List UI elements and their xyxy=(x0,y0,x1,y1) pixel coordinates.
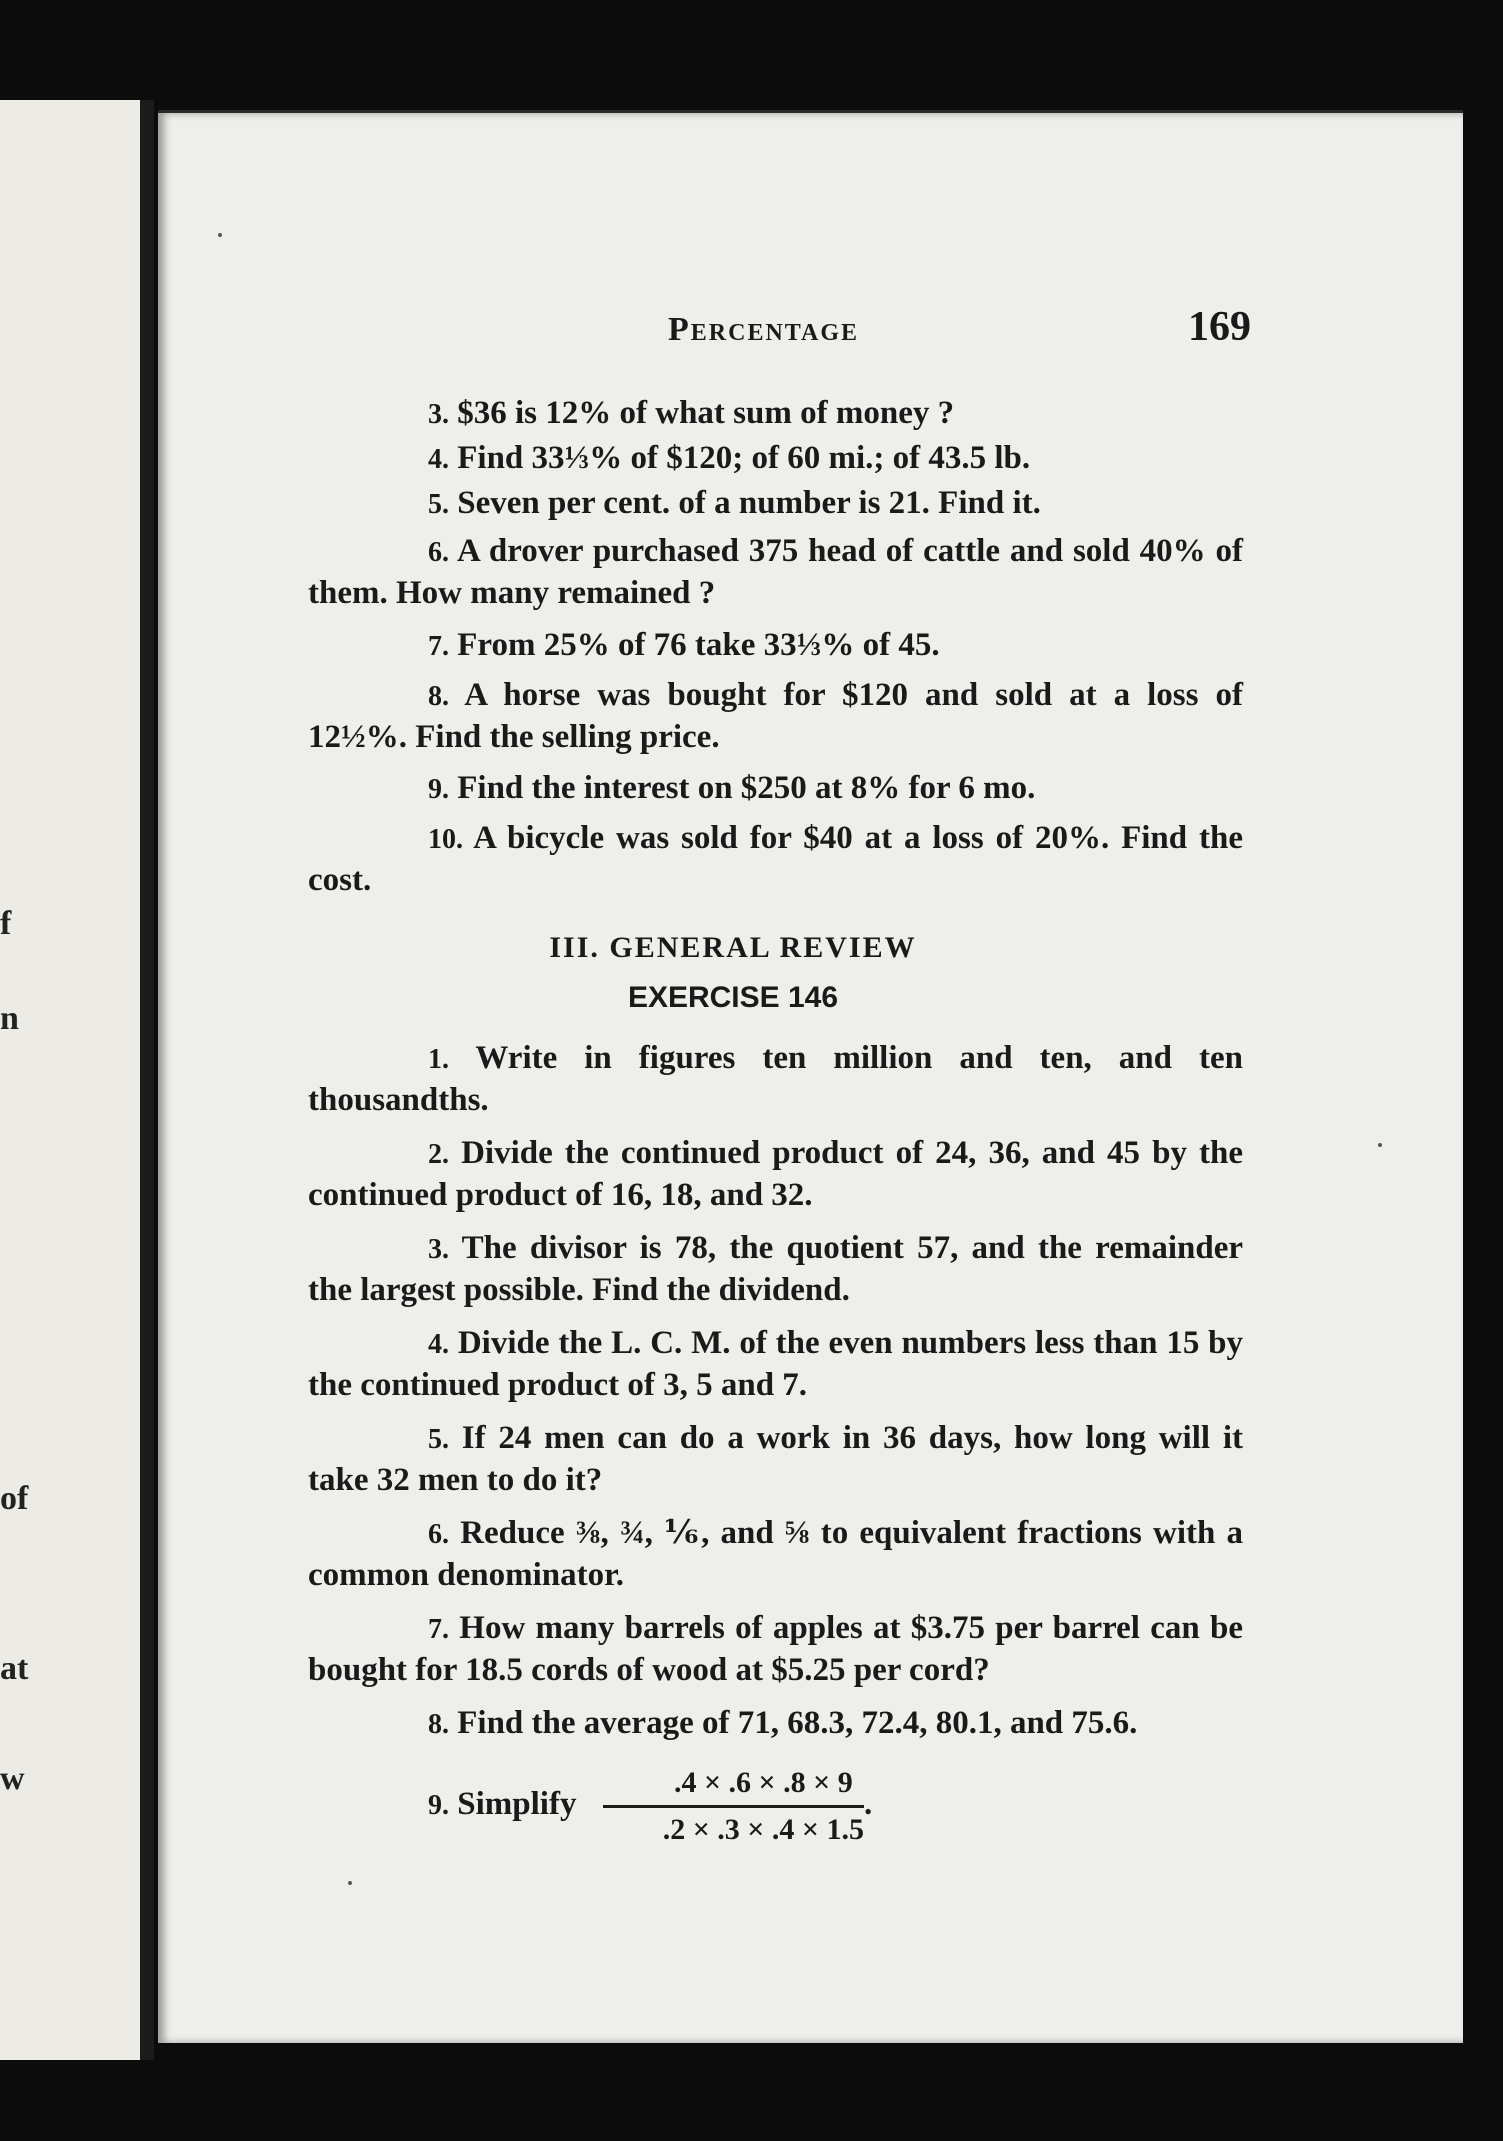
problem-item xyxy=(308,625,1243,667)
exercise-title: EXERCISE 146 xyxy=(627,981,839,1014)
problem-number: 6. xyxy=(428,537,449,568)
problem-item-simplify xyxy=(308,1763,1243,1850)
problem-number: 3. xyxy=(428,1234,449,1265)
problem-item xyxy=(308,818,1243,900)
problem-item xyxy=(308,1418,1243,1500)
fraction-expression xyxy=(603,1763,864,1850)
problem-text: The divisor is 78, the quotient 57, and the remainder the largest possible. Find the dividend. xyxy=(308,1230,1244,1308)
problem-item xyxy=(308,1228,1243,1310)
problem-text: A bicycle was sold for $40 at a loss of 20%. Find the cost. xyxy=(308,820,1244,898)
problem-text: Divide the L. C. M. of the even numbers less than 15 by the continued product of 3, 5 and 7. xyxy=(308,1325,1243,1403)
problem-number: 8. xyxy=(428,1709,449,1740)
problem-number: 4. xyxy=(428,1329,449,1360)
margin-fragment: w xyxy=(0,1760,25,1797)
problem-text: How many barrels of apples at $3.75 per barrel can be bought for 18.5 cords of wood at $5.25 per cord? xyxy=(308,1610,1244,1688)
problem-text: A horse was bought for $120 and sold at a loss of 12½%. Find the selling price. xyxy=(308,677,1243,755)
problem-number: 2. xyxy=(428,1139,449,1170)
problem-item xyxy=(308,1513,1243,1595)
margin-fragment: n xyxy=(0,1000,19,1037)
problem-text: Find 33⅓% of $120; of 60 mi.; of 43.5 lb. xyxy=(457,440,1031,476)
problem-item xyxy=(308,1703,1243,1745)
problem-text: If 24 men can do a work in 36 days, how long will it take 32 men to do it? xyxy=(308,1420,1243,1498)
problem-item xyxy=(308,483,1243,525)
problem-item xyxy=(308,393,1243,435)
problem-number: 4. xyxy=(428,444,449,475)
section-title: III. GENERAL REVIEW xyxy=(549,931,917,964)
problem-number: 6. xyxy=(428,1519,449,1550)
problem-text: $36 is 12% of what sum of money ? xyxy=(457,395,955,431)
scan-speck xyxy=(1378,1143,1382,1147)
problem-number: 9. xyxy=(428,774,449,805)
problem-item xyxy=(308,768,1243,810)
margin-fragment: f xyxy=(0,905,12,942)
problem-number: 5. xyxy=(428,489,449,520)
problem-number: 5. xyxy=(428,1424,449,1455)
problem-number: 3. xyxy=(428,399,449,430)
fraction-denominator: .2 × .3 × .4 × 1.5 xyxy=(662,1813,864,1846)
scan-speck xyxy=(218,233,222,237)
problem-item xyxy=(308,1323,1243,1405)
problem-label: Simplify xyxy=(457,1786,577,1823)
page-number: 169 xyxy=(1188,304,1251,350)
problem-item xyxy=(308,1038,1243,1120)
problem-number: 9. xyxy=(428,1790,449,1822)
problem-text: Find the average of 71, 68.3, 72.4, 80.1, and 75.6. xyxy=(457,1705,1138,1741)
trailing-period: . xyxy=(864,1786,873,1823)
problem-text: Find the interest on $250 at 8% for 6 mo. xyxy=(457,770,1036,806)
problem-text: Seven per cent. of a number is 21. Find it. xyxy=(457,485,1041,521)
margin-fragment: of xyxy=(0,1480,29,1517)
running-head: Percentage xyxy=(668,311,860,348)
problem-item xyxy=(308,438,1243,480)
book-page xyxy=(158,110,1463,2043)
problem-number: 10. xyxy=(428,824,463,855)
problem-item xyxy=(308,1608,1243,1690)
scan-speck xyxy=(348,1881,352,1885)
problem-number: 1. xyxy=(428,1044,449,1075)
problem-number: 7. xyxy=(428,631,449,662)
problem-text: Divide the continued product of 24, 36, and 45 by the continued product of 16, 18, and 32. xyxy=(308,1135,1243,1213)
problem-text: A drover purchased 375 head of cattle and sold 40% of them. How many remained ? xyxy=(308,533,1243,611)
problem-text: From 25% of 76 take 33⅓% of 45. xyxy=(457,627,940,663)
margin-fragment: at xyxy=(0,1650,29,1687)
problem-item xyxy=(308,531,1243,613)
problem-text: Write in figures ten million and ten, and ten thousandths. xyxy=(308,1040,1243,1118)
problem-item xyxy=(308,675,1243,757)
problem-item xyxy=(308,1133,1243,1215)
problem-number: 8. xyxy=(428,681,449,712)
problem-text: Reduce ⅜, ¾, ⅙, and ⅝ to equivalent fractions with a common denominator. xyxy=(308,1515,1244,1593)
problem-number: 7. xyxy=(428,1614,449,1645)
fraction-numerator: .4 × .6 × .8 × 9 xyxy=(603,1763,864,1808)
